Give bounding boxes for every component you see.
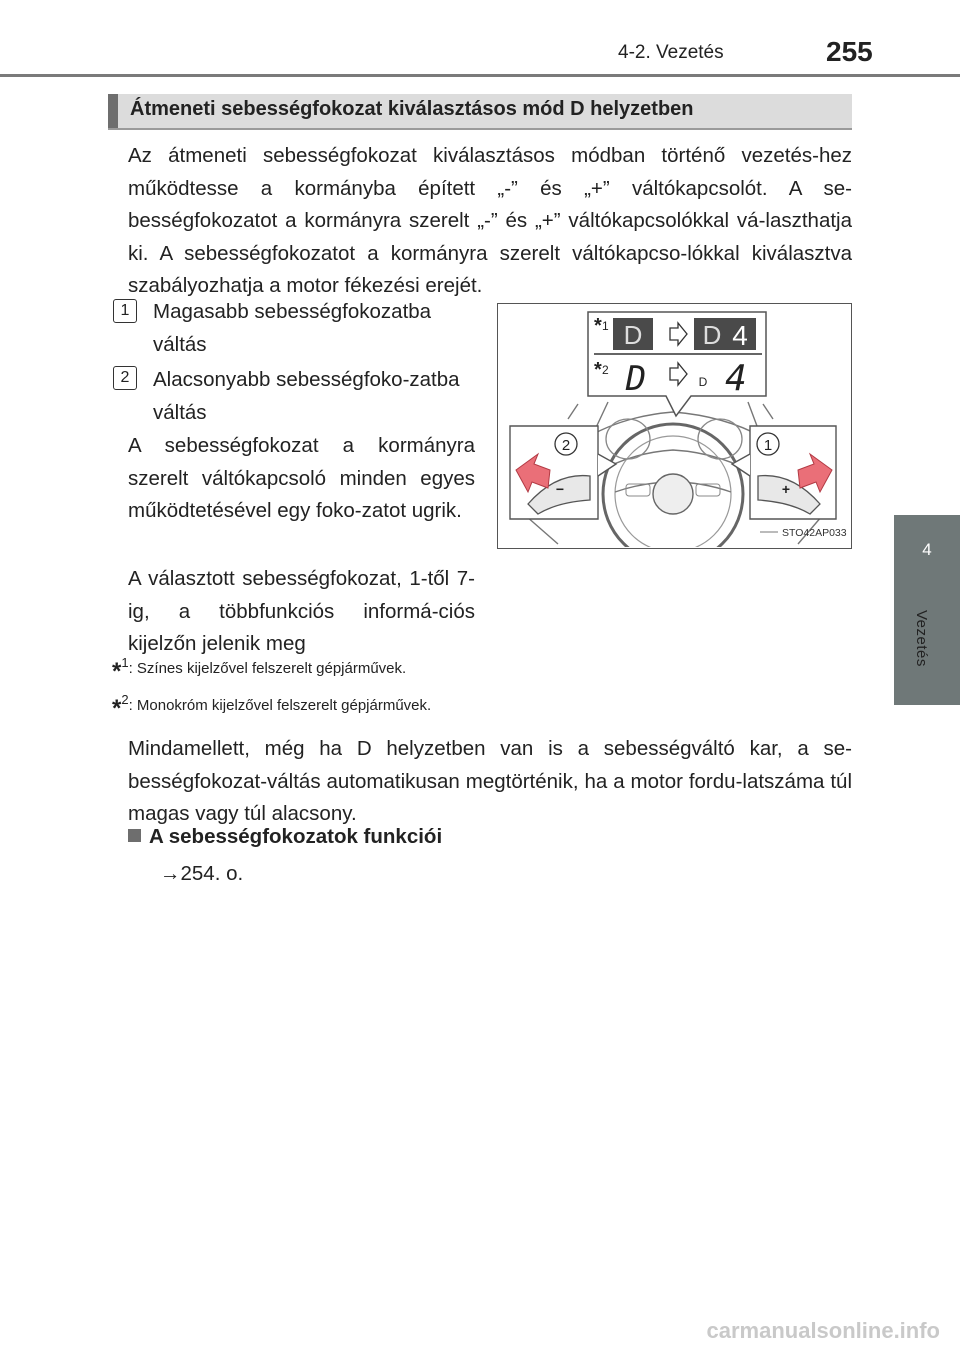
star1-mark: * xyxy=(594,315,602,337)
footnote-star: * xyxy=(112,658,122,685)
mono-display-to-letter: D xyxy=(698,375,708,389)
chapter-name: Vezetés xyxy=(913,610,930,667)
subheading xyxy=(128,825,442,849)
svg-text:2: 2 xyxy=(561,437,571,454)
right-paddle-callout xyxy=(732,426,836,519)
footnote-text: : Színes kijelzővel felszerelt gépjárművek. xyxy=(128,660,407,677)
figure-code: STO42AP033 xyxy=(782,527,847,539)
header-section: 4-2. Vezetés xyxy=(618,42,724,63)
item-text-2: Alacsonyabb sebességfoko-zatba váltás xyxy=(153,368,460,424)
subheading-text: A sebességfokozatok funkciói xyxy=(149,825,443,848)
svg-text:−: − xyxy=(555,481,565,497)
footnote-1 xyxy=(112,655,406,686)
intro-paragraph: Az átmeneti sebességfokozat kiválasztásos módban történő vezetés-hez működtesse a kormányba épített „-” és „+” váltókapcsolót. A se-bességfokozatot a kormányra szerelt „-” és „+” váltókapcsolókkal vá-laszthatja ki. A sebességfokozatot a kormányra szerelt váltókapcso-lókkal kiválasztva szabályozhatja a motor fékezési erejét. xyxy=(128,144,852,297)
svg-text:1: 1 xyxy=(763,437,773,454)
item-number-2: 2 xyxy=(113,366,137,390)
star2-sup: 2 xyxy=(602,363,609,377)
star1-sup: 1 xyxy=(602,319,609,333)
footnote-star: * xyxy=(112,695,122,722)
header-divider xyxy=(0,74,960,77)
steering-paddle-figure xyxy=(497,303,852,549)
section-title: Átmeneti sebességfokozat kiválasztásos mód D helyzetben xyxy=(130,98,694,120)
section-heading-underline xyxy=(108,128,852,130)
steering-wheel xyxy=(603,424,743,547)
page-reference-link[interactable]: →254. o. xyxy=(160,862,244,885)
item-text-1: Magasabb sebességfokozatba váltás xyxy=(153,300,432,356)
footnote-sup: 1 xyxy=(121,655,129,670)
footnote-text: : Monokróm kijelzővel felszerelt gépjárművek. xyxy=(128,697,432,714)
page-number: 255 xyxy=(826,36,873,67)
left-paddle-callout xyxy=(510,426,616,519)
footnote-sup: 2 xyxy=(121,692,129,707)
watermark: carmanualsonline.info xyxy=(706,1318,940,1343)
svg-text:+: + xyxy=(781,481,791,497)
note-paragraph-2: A választott sebességfokozat, 1-től 7-ig, a többfunkciós informá-ciós kijelzőn jelenik meg xyxy=(128,567,475,655)
mono-display-from-letter: D xyxy=(625,359,647,399)
color-display-to-letter: D xyxy=(702,320,722,350)
closing-paragraph: Mindamellett, még ha D helyzetben van is a sebességváltó kar, a se-bességfokozat-váltás automatikusan megtörténik, ha a motor fordu-latszáma túl magas vagy túl alacsony. xyxy=(128,737,852,825)
color-display-from-letter: D xyxy=(623,320,643,350)
mono-display-to-number: 4 xyxy=(725,358,747,399)
color-display-to-number: 4 xyxy=(732,320,748,351)
note-paragraph-1: A sebességfokozat a kormányra szerelt váltókapcsoló minden egyes működtetésével egy foko-zatot ugrik. xyxy=(128,434,475,522)
square-bullet-icon xyxy=(128,829,141,842)
star2-mark: * xyxy=(594,359,602,381)
chapter-number: 4 xyxy=(922,540,932,559)
footnote-2 xyxy=(112,692,431,723)
item-number-1: 1 xyxy=(113,299,137,323)
